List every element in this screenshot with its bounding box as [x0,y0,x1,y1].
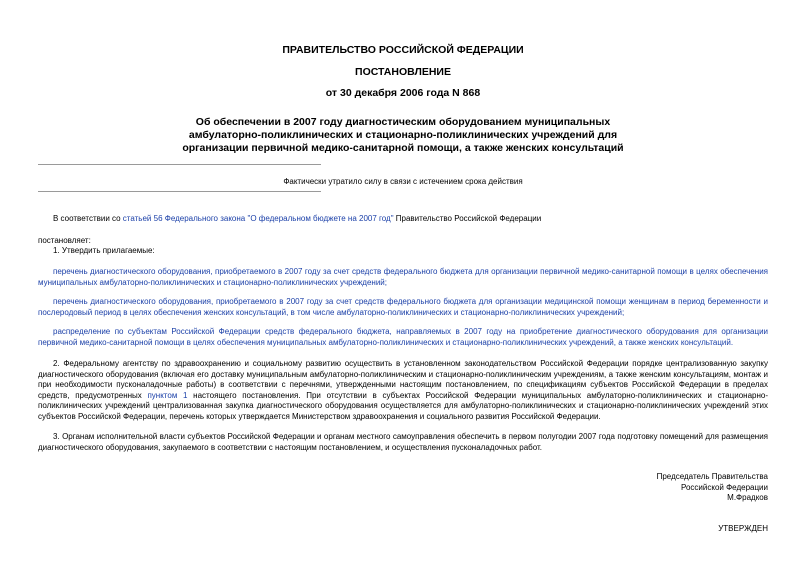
list-item-equipment-primary-care[interactable]: перечень диагностического оборудования, приобретаемого в 2007 году за счет средств федерального бюджета для организации первичной медико-санитарной помощи в целях обеспечения муниципальных амбулаторно-поликлинических и стационарно-поликлинических учреждений; [38,267,768,287]
signature-position-2: Российской Федерации [681,482,768,492]
decree-title-line: амбулаторно-поликлинических и стационарно-поликлинических учреждений для [188,129,618,141]
status-note: Фактически утратило силу в связи с истечением срока действия [283,177,523,186]
decree-title-line: организации первичной медико-санитарной помощи, а также женских консультаций [182,142,624,154]
federal-law-link[interactable]: статьей 56 Федерального закона "О федеральном бюджете на 2007 год" [122,214,394,223]
divider-top [38,164,321,165]
government-heading: ПРАВИТЕЛЬСТВО РОССИЙСКОЙ ФЕДЕРАЦИИ [282,44,524,56]
decree-title [168,116,638,155]
intro-paragraph [38,214,768,225]
list-item-equipment-womens-clinics[interactable]: перечень диагностического оборудования, приобретаемого в 2007 году за счет средств федерального бюджета для организации медицинской помощи женщинам в период беременности и послеродовый период в целях обеспечения женских консультаций, в том числе амбулаторно-поликлинических и стационарно-поликлинических учреждений; [38,297,768,317]
signature-position: Председатель Правительства [656,472,768,481]
approved-label: УТВЕРЖДЕН [718,524,768,533]
list-item-budget-distribution[interactable]: распределение по субъектам Российской Федерации средств федерального бюджета, направляемых в 2007 году на приобретение диагностического оборудования для организации первичной медико-санитарной помощи в целях обеспечения муниципальных амбулаторно-поликлинических и стационарно-поликлинических учреждений, а также женских консультаций. [38,327,768,347]
intro-prefix: В соответствии со [53,214,123,223]
item-3: 3. Органам исполнительной власти субъектов Российской Федерации и органам местного самоуправления обеспечить в первом полугодии 2007 года подготовку помещений для размещения диагностического оборудования, закупаемого в соответствии с настоящим постановлением, и осуществления пусконаладочных работ. [38,432,768,452]
item-2 [38,359,768,423]
item-1: 1. Утвердить прилагаемые: [53,246,155,255]
decree-title-line: Об обеспечении в 2007 году диагностическим оборудованием муниципальных [195,116,611,128]
decree-heading: ПОСТАНОВЛЕНИЕ [355,66,451,78]
item-2-text-continued: настоящего постановления. При отсутствии в субъектах Российской Федерации муниципальных амбулаторно-поликлинических и стационарно-поликлинических учреждений централизованная закупка диагностического оборудования осуществляется для амбулаторно-поликлинических и стационарно-поликлинических учреждений этих субъектов Российской Федерации, перечень которых утверждается Министерством здравоохранения и социального развития Российской Федерации. [38,390,768,421]
signature-block [468,472,768,504]
signature-name: М.Фрадков [727,493,768,502]
intro-suffix: Правительство Российской Федерации [393,214,542,223]
item-2-text: 2. Федеральному агентству по здравоохранению и социальному развитию осуществить в установленном законодательством Российской Федерации порядке централизованную закупку диагностического оборудования (включая его доставку муниципальным амбулаторно-поликлиническим и стационарно-поликлиническим учреждениям, а также женским консультациям, монтаж и при необходимости пусконаладочные работы) в соответствии с перечнями, утвержденными настоящим постановлением, по спецификациям субъектов Российской Федерации в пределах средств, предусмотренных [38,359,768,400]
decree-date: от 30 декабря 2006 года N 868 [325,87,481,99]
divider-bottom [38,191,321,192]
item-1-link[interactable]: пунктом 1 [147,390,188,400]
resolves-text: постановляет: [38,236,91,245]
